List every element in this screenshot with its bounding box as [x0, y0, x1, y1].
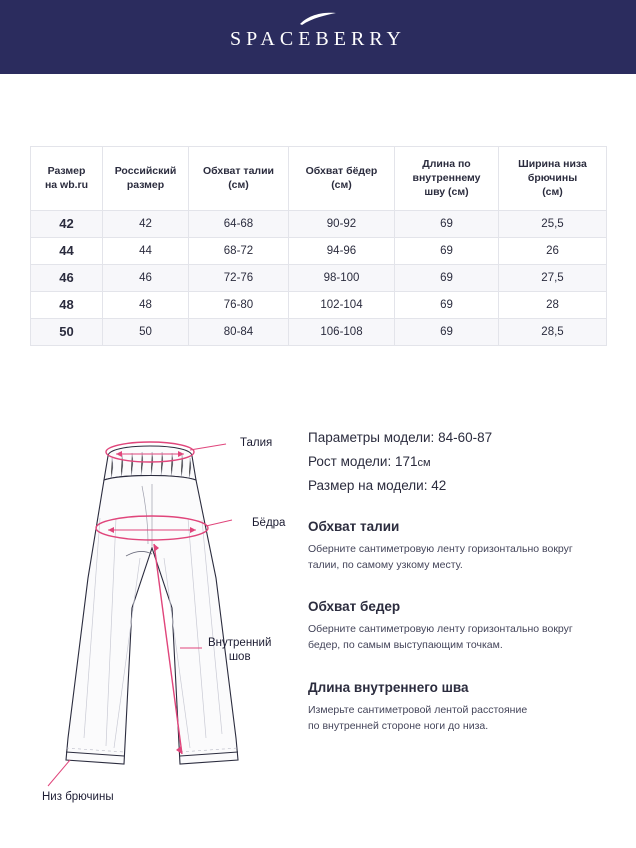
cell-waist: 80-84	[189, 318, 289, 345]
cell-wb-size: 42	[31, 210, 103, 237]
measurement-info	[300, 408, 606, 808]
label-hips: Бёдра	[252, 516, 286, 529]
cell-inseam: 69	[395, 318, 499, 345]
label-waist: Талия	[240, 436, 273, 449]
section-text-inseam: Измерьте сантиметровой лентой расстояние по внутренней стороне ноги до низа.	[308, 703, 528, 732]
cell-hem-width: 27,5	[499, 264, 607, 291]
pants-diagram	[30, 408, 300, 808]
brand-logo	[230, 24, 406, 51]
cell-ru-size: 46	[103, 264, 189, 291]
size-table-wrap	[30, 146, 606, 346]
cell-waist: 68-72	[189, 237, 289, 264]
cell-wb-size: 46	[31, 264, 103, 291]
cell-hips: 102-104	[289, 291, 395, 318]
cell-ru-size: 42	[103, 210, 189, 237]
cell-hips: 94-96	[289, 237, 395, 264]
cell-hips: 90-92	[289, 210, 395, 237]
cell-waist: 64-68	[189, 210, 289, 237]
cell-inseam: 69	[395, 237, 499, 264]
cell-ru-size: 48	[103, 291, 189, 318]
cell-hem-width: 26	[499, 237, 607, 264]
section-text-hips: Оберните сантиметровую ленту горизонтально вокруг бедер, по самым выступающим точкам.	[308, 623, 573, 652]
model-params: Параметры модели: 84-60-87	[308, 429, 493, 445]
column-header-wb-size: Размер на wb.ru	[31, 147, 103, 211]
cell-inseam: 69	[395, 210, 499, 237]
model-height: Рост модели: 171см	[308, 453, 431, 469]
column-header-ru-size: Российский размер	[103, 147, 189, 211]
cell-ru-size: 44	[103, 237, 189, 264]
table-row	[31, 318, 607, 345]
size-table	[30, 146, 607, 346]
table-row	[31, 264, 607, 291]
cell-waist: 72-76	[189, 264, 289, 291]
swoosh-icon	[298, 12, 338, 26]
label-hem: Низ брючины	[42, 790, 114, 803]
cell-hips: 98-100	[289, 264, 395, 291]
section-title-inseam: Длина внутреннего шва	[308, 679, 469, 695]
table-header-row	[31, 147, 607, 211]
cell-wb-size: 44	[31, 237, 103, 264]
brand-name: SPACEBERRY	[230, 27, 406, 50]
table-row	[31, 291, 607, 318]
measurement-guide	[0, 408, 636, 808]
table-row	[31, 237, 607, 264]
column-header-inseam: Длина по внутреннему шву (см)	[395, 147, 499, 211]
column-header-hem-width: Ширина низа брючины (см)	[499, 147, 607, 211]
cell-hem-width: 28	[499, 291, 607, 318]
model-size: Размер на модели: 42	[308, 477, 447, 493]
page-header	[0, 0, 636, 74]
label-inseam: Внутренний шов	[208, 636, 272, 663]
cell-ru-size: 50	[103, 318, 189, 345]
pants-illustration	[30, 408, 298, 808]
cell-wb-size: 48	[31, 291, 103, 318]
cell-hem-width: 28,5	[499, 318, 607, 345]
cell-waist: 76-80	[189, 291, 289, 318]
table-row	[31, 210, 607, 237]
column-header-hips: Обхват бёдер (см)	[289, 147, 395, 211]
cell-hips: 106-108	[289, 318, 395, 345]
section-text-waist: Оберните сантиметровую ленту горизонтально вокруг талии, по самому узкому месту.	[308, 542, 573, 571]
column-header-waist: Обхват талии (см)	[189, 147, 289, 211]
cell-inseam: 69	[395, 264, 499, 291]
cell-wb-size: 50	[31, 318, 103, 345]
cell-hem-width: 25,5	[499, 210, 607, 237]
cell-inseam: 69	[395, 291, 499, 318]
section-title-waist: Обхват талии	[308, 518, 400, 534]
section-title-hips: Обхват бедер	[308, 599, 401, 615]
